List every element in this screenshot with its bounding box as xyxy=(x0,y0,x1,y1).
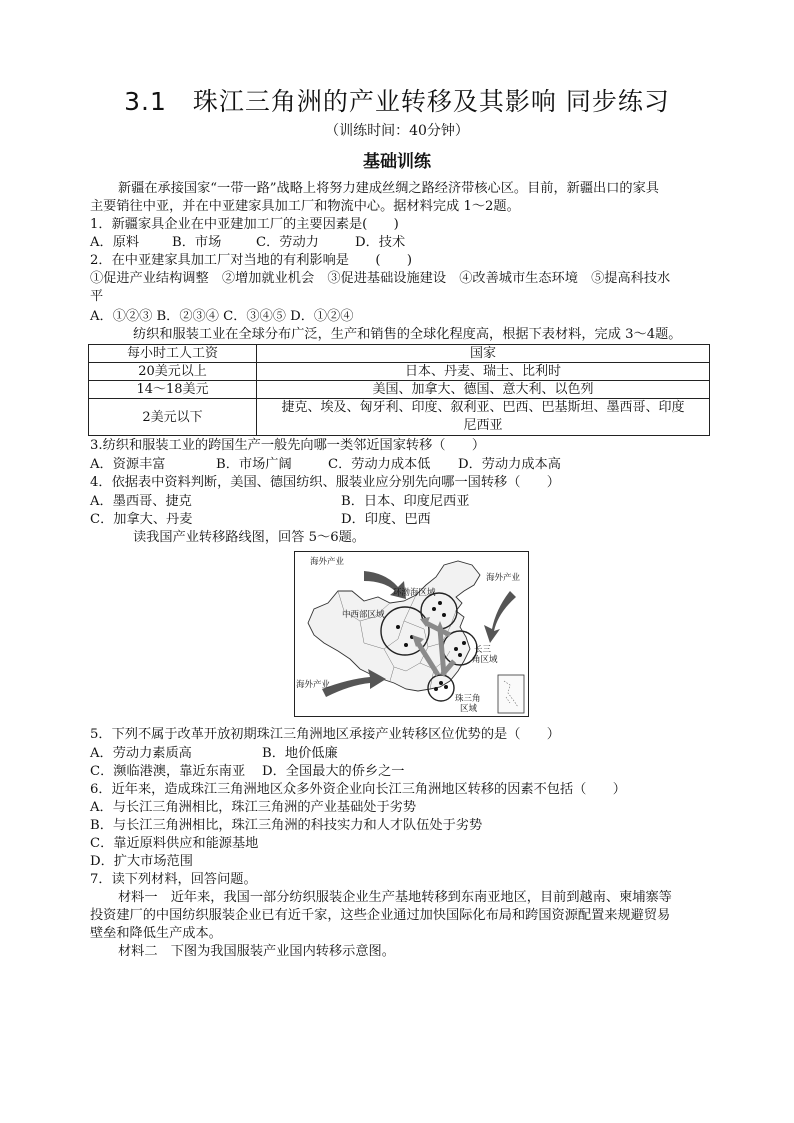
material-1-line-1: 材料一 近年来，我国一部分纺织服装企业生产基地转移到东南亚地区，目前到越南、柬埔寨等 xyxy=(118,890,672,905)
question-4-option-b: B．日本、印度尼西亚 xyxy=(341,494,470,509)
intro-paragraph-1-line-1: 新疆在承接国家“一带一路”战略上将努力建成丝绸之路经济带核心区。目前，新疆出口的家具 xyxy=(118,181,659,196)
table-row xyxy=(89,363,710,381)
label-bohai-region: 环渤海区域 xyxy=(393,588,436,598)
question-4-option-d: D．印度、巴西 xyxy=(341,512,431,527)
material-2: 材料二 下图为我国服装产业国内转移示意图。 xyxy=(118,944,395,959)
question-3-option-d: D．劳动力成本高 xyxy=(458,457,561,472)
wage-table xyxy=(88,344,710,436)
label-overseas-sw: 海外产业 xyxy=(296,680,331,690)
table-cell-countries: 美国、加拿大、德国、意大利、以色列 xyxy=(257,381,710,399)
question-7-stem: 7．读下列材料，回答问题。 xyxy=(90,872,257,887)
label-pearl-2: 区域 xyxy=(460,704,478,714)
table-cell-countries-line-1: 捷克、埃及、匈牙利、印度、叙利亚、巴西、巴基斯坦、墨西哥、印度 xyxy=(281,400,685,415)
intro-paragraph-2: 纺织和服装工业在全球分布广泛，生产和销售的全球化程度高，根据下表材料，完成 3～4题。 xyxy=(133,327,682,342)
map-inset xyxy=(498,675,524,713)
label-overseas-ne: 海外产业 xyxy=(486,573,521,583)
label-yangtze-2: 角区域 xyxy=(472,655,498,665)
question-6-option-b: B．与长江三角洲相比，珠江三角洲的科技实力和人才队伍处于劣势 xyxy=(90,818,483,833)
question-3-option-a: A．资源丰富 xyxy=(90,457,166,472)
question-2-items-line-2: 平 xyxy=(90,289,104,304)
question-2-stem: 2．在中亚建家具加工厂对当地的有利影响是 ( ) xyxy=(90,253,412,268)
question-5-option-a: A．劳动力素质高 xyxy=(90,746,192,761)
question-1-option-d: D．技术 xyxy=(355,235,406,250)
question-2-items-line-1: ①促进产业结构调整 ②增加就业机会 ③促进基础设施建设 ④改善城市生态环境 ⑤提高科技水 xyxy=(90,271,671,286)
question-4-option-a: A．墨西哥、捷克 xyxy=(90,494,192,509)
question-6-option-d: D．扩大市场范围 xyxy=(90,854,193,869)
question-1-option-a: A．原料 xyxy=(90,235,140,250)
question-1-option-b: B．市场 xyxy=(172,235,222,250)
label-yangtze-1: 长三 xyxy=(474,645,492,655)
question-4-stem: 4．依据表中资料判断，美国、德国纺织、服装业应分别先向哪一国转移（ ） xyxy=(90,475,560,490)
table-row xyxy=(89,381,710,399)
industry-transfer-map xyxy=(294,551,529,717)
question-2-options: A．①②③ B．②③④ C．③④⑤ D．①②④ xyxy=(90,309,354,324)
question-3-stem: 3.纺织和服装工业的跨国生产一般先向哪一类邻近国家转移（ ） xyxy=(90,438,486,453)
question-3-option-b: B．市场广阔 xyxy=(216,457,292,472)
question-5-option-d: D．全国最大的侨乡之一 xyxy=(262,764,405,779)
question-4-option-c: C．加拿大、丹麦 xyxy=(90,512,193,527)
section-heading: 基础训练 xyxy=(363,152,431,172)
question-1-option-c: C．劳动力 xyxy=(256,235,319,250)
table-header-country: 国家 xyxy=(257,345,710,363)
table-header-row xyxy=(89,345,710,363)
question-5-option-c: C．濒临港澳，靠近东南亚 xyxy=(90,764,246,779)
table-cell-countries: 日本、丹麦、瑞士、比利时 xyxy=(257,363,710,381)
table-cell-countries-line-2: 尼西亚 xyxy=(463,418,503,433)
intro-paragraph-1-line-2: 主要销往中亚，并在中亚建家具加工厂和物流中心。据材料完成 1～2题。 xyxy=(90,199,520,214)
label-pearl-1: 珠三角 xyxy=(455,694,481,704)
label-central-west-region: 中西部区域 xyxy=(342,610,385,620)
question-3-option-c: C．劳动力成本低 xyxy=(328,457,431,472)
material-1-line-2: 投资建厂的中国纺织服装企业已有近千家，这些企业通过加快国际化布局和跨国资源配置来规避贸易 xyxy=(90,908,671,923)
table-cell-wage: 14～18美元 xyxy=(89,381,257,399)
question-6-stem: 6．近年来，造成珠江三角洲地区众多外资企业向长江三角洲地区转移的因素不包括（ ） xyxy=(90,782,626,797)
label-overseas-nw: 海外产业 xyxy=(310,557,345,567)
table-header-wage: 每小时工人工资 xyxy=(89,345,257,363)
material-1-line-3: 壁垒和降低生产成本。 xyxy=(90,926,222,941)
intro-paragraph-3: 读我国产业转移路线图，回答 5～6题。 xyxy=(133,530,365,545)
question-6-option-a: A．与长江三角洲相比，珠江三角洲的产业基础处于劣势 xyxy=(90,800,417,815)
table-cell-wage: 20美元以上 xyxy=(89,363,257,381)
question-1-stem: 1．新疆家具企业在中亚建加工厂的主要因素是( ) xyxy=(90,217,399,232)
question-5-option-b: B．地价低廉 xyxy=(262,746,338,761)
question-5-stem: 5．下列不属于改革开放初期珠江三角洲地区承接产业转移区位优势的是（ ） xyxy=(90,727,560,742)
page-title: 3.1 珠江三角洲的产业转移及其影响 同步练习 xyxy=(124,87,670,116)
question-6-option-c: C．靠近原料供应和能源基地 xyxy=(90,836,259,851)
table-row xyxy=(89,399,710,436)
table-cell-countries xyxy=(257,399,710,436)
table-cell-wage: 2美元以下 xyxy=(89,399,257,436)
page-subtitle: （训练时间：40分钟） xyxy=(325,123,469,139)
